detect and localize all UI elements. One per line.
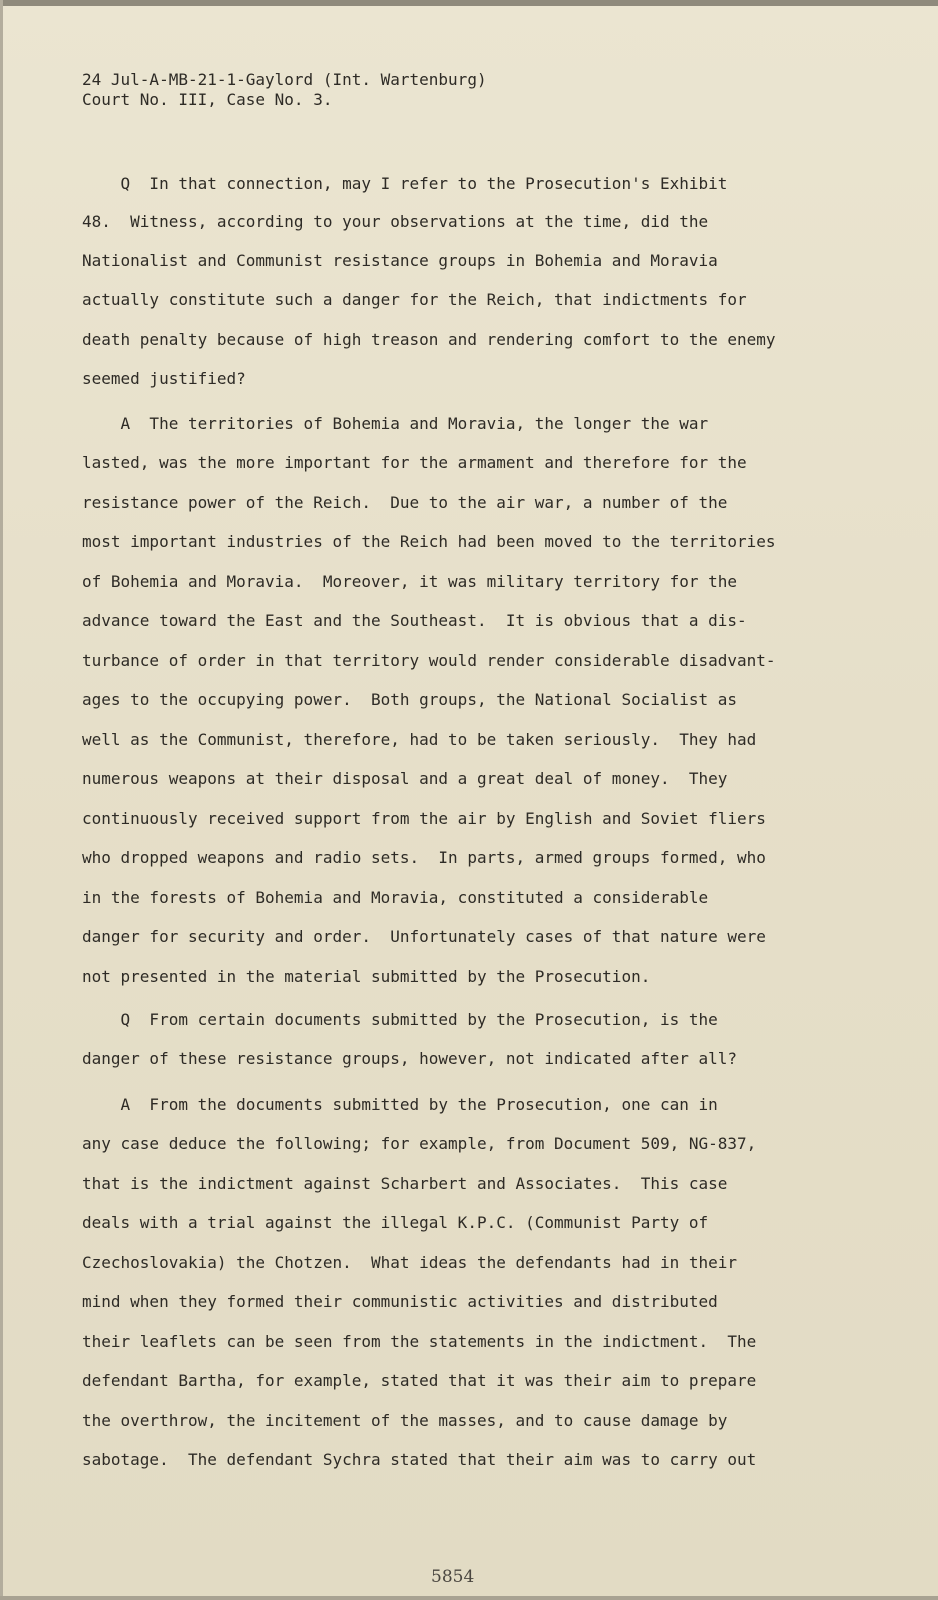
header-line-1: 24 Jul-A-MB-21-1-Gaylord (Int. Wartenburg): [82, 70, 487, 89]
text-line: any case deduce the following; for example, from Document 509, NG-837,: [82, 1134, 757, 1153]
text-line: deals with a trial against the illegal K.P.C. (Communist Party of: [82, 1213, 709, 1232]
text-line: A From the documents submitted by the Prosecution, one can in: [82, 1095, 718, 1114]
text-line: in the forests of Bohemia and Moravia, constituted a considerable: [82, 888, 709, 907]
text-line: actually constitute such a danger for the Reich, that indictments for: [82, 290, 747, 309]
text-line: Czechoslovakia) the Chotzen. What ideas the defendants had in their: [82, 1253, 738, 1272]
text-line: sabotage. The defendant Sychra stated that their aim was to carry out: [82, 1450, 757, 1469]
text-line: mind when they formed their communistic activities and distributed: [82, 1292, 718, 1311]
document-header: [82, 70, 487, 110]
text-line: well as the Communist, therefore, had to be taken seriously. They had: [82, 730, 757, 749]
text-line: seemed justified?: [82, 369, 246, 388]
text-line: danger for security and order. Unfortunately cases of that nature were: [82, 927, 766, 946]
scan-top-edge: [0, 0, 938, 6]
header-line-2: Court No. III, Case No. 3.: [82, 90, 333, 109]
scan-left-edge: [0, 0, 3, 1600]
text-line: advance toward the East and the Southeast. It is obvious that a dis-: [82, 611, 747, 630]
text-line: numerous weapons at their disposal and a great deal of money. They: [82, 769, 728, 788]
text-line: continuously received support from the air by English and Soviet fliers: [82, 809, 766, 828]
text-line: that is the indictment against Scharbert and Associates. This case: [82, 1174, 728, 1193]
text-line: A The territories of Bohemia and Moravia, the longer the war: [82, 414, 709, 433]
text-line: ages to the occupying power. Both groups, the National Socialist as: [82, 690, 738, 709]
text-line: of Bohemia and Moravia. Moreover, it was military territory for the: [82, 572, 738, 591]
text-line: the overthrow, the incitement of the masses, and to cause damage by: [82, 1411, 728, 1430]
text-line: death penalty because of high treason and rendering comfort to the enemy: [82, 330, 776, 349]
text-line: lasted, was the more important for the armament and therefore for the: [82, 453, 747, 472]
text-line: who dropped weapons and radio sets. In parts, armed groups formed, who: [82, 848, 766, 867]
text-line: Q From certain documents submitted by the Prosecution, is the: [82, 1010, 718, 1029]
text-line: Nationalist and Communist resistance groups in Bohemia and Moravia: [82, 251, 718, 270]
text-line: 48. Witness, according to your observations at the time, did the: [82, 212, 709, 231]
text-line: turbance of order in that territory would render considerable disadvant-: [82, 651, 776, 670]
text-line: most important industries of the Reich had been moved to the territories: [82, 532, 776, 551]
page-number: 5854: [431, 1567, 475, 1587]
text-line: resistance power of the Reich. Due to the air war, a number of the: [82, 493, 728, 512]
text-line: danger of these resistance groups, however, not indicated after all?: [82, 1049, 738, 1068]
text-line: Q In that connection, may I refer to the Prosecution's Exhibit: [82, 174, 728, 193]
text-line: not presented in the material submitted by the Prosecution.: [82, 967, 651, 986]
text-line: defendant Bartha, for example, stated that it was their aim to prepare: [82, 1371, 757, 1390]
scan-bottom-edge: [0, 1596, 938, 1600]
text-line: their leaflets can be seen from the statements in the indictment. The: [82, 1332, 757, 1351]
